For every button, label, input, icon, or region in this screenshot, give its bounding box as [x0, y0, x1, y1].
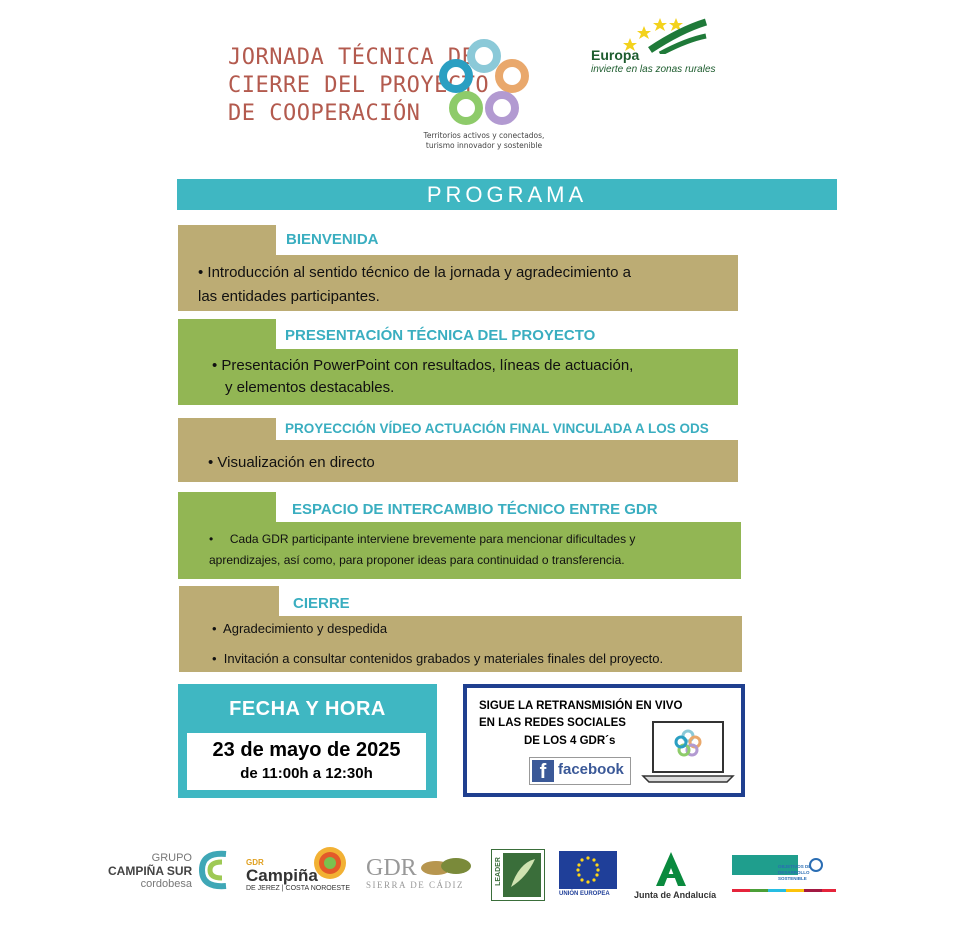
section-tab	[178, 492, 276, 522]
section-title: PROYECCIÓN VÍDEO ACTUACIÓN FINAL VINCULADA A LOS ODS	[285, 421, 709, 436]
tagline-line: Territorios activos y conectados,	[423, 131, 545, 140]
event-title-line: JORNADA TÉCNICA DE	[228, 45, 476, 70]
date-time-box	[178, 684, 437, 798]
project-flower-logo	[436, 38, 532, 128]
section-title: PRESENTACIÓN TÉCNICA DEL PROYECTO	[285, 327, 596, 344]
section-title: BIENVENIDA	[286, 231, 379, 248]
section-text: • Invitación a consultar contenidos grabados y materiales finales del proyecto.	[212, 651, 664, 666]
section-text: y elementos destacables.	[225, 379, 395, 396]
campina-jerez-sun-icon	[312, 845, 348, 881]
logo-text: GRUPO	[151, 852, 192, 864]
section-title: CIERRE	[293, 595, 350, 612]
logo-text: GDR	[246, 858, 264, 867]
laptop-icon	[641, 718, 737, 788]
campina-sur-mark-icon	[196, 846, 234, 892]
section-text: • Presentación PowerPoint con resultados, líneas de actuación,	[212, 357, 634, 374]
section-box	[178, 349, 738, 405]
section-box	[178, 522, 741, 579]
leader-label: LEADER	[494, 857, 502, 886]
section-text: aprendizajes, así como, para proponer ideas para continuidad o transferencia.	[209, 553, 625, 567]
livestream-line: DE LOS 4 GDR´s	[524, 735, 616, 747]
section-text: • Introducción al sentido técnico de la jornada y agradecimiento a	[198, 264, 632, 281]
junta-andalucia-icon	[654, 850, 688, 888]
livestream-line: EN LAS REDES SOCIALES	[479, 717, 626, 729]
gdr-sierra-leaf-icon	[420, 856, 472, 878]
logo-text: cordobesa	[140, 878, 192, 890]
logo-text: GDR	[366, 855, 417, 881]
event-title-line: DE COOPERACIÓN	[228, 101, 421, 126]
project-tagline	[418, 131, 550, 151]
facebook-link[interactable]	[529, 757, 631, 785]
section-tab	[178, 225, 276, 255]
date-time-inner	[187, 733, 426, 790]
logo-text: SIERRA DE CÁDIZ	[366, 880, 465, 890]
section-text: las entidades participantes.	[198, 288, 380, 305]
event-date: 23 de mayo de 2025	[212, 739, 401, 761]
section-tab	[178, 319, 276, 349]
europa-word: Europa	[591, 47, 640, 63]
logo-text: DE JEREZ | COSTA NOROESTE	[246, 885, 350, 892]
event-title-line: CIERRE DEL PROYECTO	[228, 73, 490, 98]
europa-sub: invierte en las zonas rurales	[591, 64, 716, 75]
tagline-line: turismo innovador y sostenible	[425, 141, 543, 150]
date-time-title: FECHA Y HORA	[229, 698, 386, 720]
facebook-wordmark: facebook	[558, 761, 624, 778]
section-tab	[178, 418, 276, 440]
section-text: • Visualización en directo	[208, 454, 375, 471]
logo-text: Campiña	[246, 866, 318, 885]
section-box	[178, 440, 738, 482]
logo-campina-sur	[108, 852, 192, 890]
section-text: • Agradecimiento y despedida	[212, 621, 388, 636]
section-tab	[179, 586, 279, 616]
section-text: • Cada GDR participante interviene brevemente para mencionar dificultades y	[209, 532, 636, 546]
section-box	[178, 255, 738, 311]
section-box	[179, 616, 742, 672]
event-time: de 11:00h a 12:30h	[240, 765, 373, 782]
livestream-box	[463, 684, 745, 797]
section-title: ESPACIO DE INTERCAMBIO TÉCNICO ENTRE GDR	[292, 501, 658, 518]
programa-banner: PROGRAMA	[177, 179, 837, 210]
junta-label: Junta de Andalucía	[634, 890, 717, 900]
eu-flag-icon	[559, 851, 617, 889]
livestream-line: SIGUE LA RETRANSMISIÓN EN VIVO	[479, 700, 683, 712]
logo-text: CAMPIÑA SUR	[108, 864, 193, 878]
facebook-icon: f	[532, 760, 554, 782]
ods-label: OBJETIVOS DE DESARROLLO SOSTENIBLE	[778, 864, 812, 881]
eu-label: UNIÓN EUROPEA	[559, 891, 610, 897]
